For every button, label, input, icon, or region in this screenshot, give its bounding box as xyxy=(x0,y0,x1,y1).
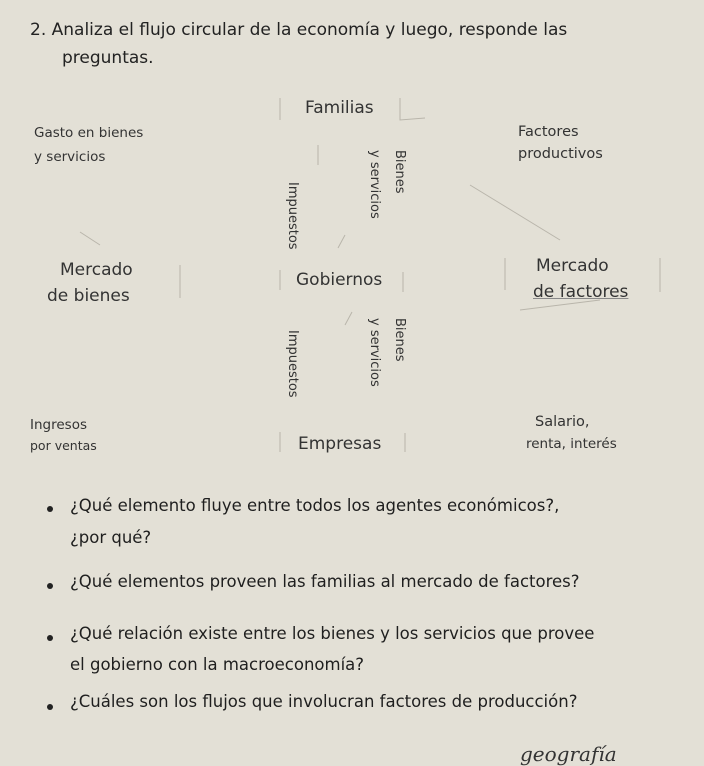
label-ingresos-line2: por ventas xyxy=(30,438,97,453)
label-ingresos-line1: Ingresos xyxy=(30,417,87,433)
question-1-line1: ¿Qué elemento fluye entre todos los agentes económicos?, xyxy=(70,496,560,515)
node-gobiernos: Gobiernos xyxy=(296,270,383,290)
label-bienes-top-a: Bienes xyxy=(392,150,407,194)
label-impuestos-bottom: Impuestos xyxy=(285,330,300,398)
label-factores-line2: productivos xyxy=(518,146,603,162)
label-bienes-top-b: y servicios xyxy=(367,150,382,219)
label-salario-line1: Salario, xyxy=(535,414,590,430)
bullet xyxy=(47,506,53,512)
instruction-line-2: preguntas. xyxy=(62,48,154,68)
node-mercado-bienes-line1: Mercado xyxy=(60,260,133,280)
question-4-line1: ¿Cuáles son los flujos que involucran factores de producción? xyxy=(70,692,578,711)
label-bienes-bottom-b: y servicios xyxy=(367,318,382,387)
label-factores-line1: Factores xyxy=(518,124,579,140)
node-mercado-bienes-line2: de bienes xyxy=(47,286,130,306)
node-familias: Familias xyxy=(305,98,374,118)
label-gasto-line2: y servicios xyxy=(34,149,106,165)
label-salario-line2: renta, interés xyxy=(526,436,617,452)
activity-instruction xyxy=(30,18,567,42)
question-2-line1: ¿Qué elementos proveen las familias al mercado de factores? xyxy=(70,572,580,591)
bullet xyxy=(47,704,53,710)
question-3-line1: ¿Qué relación existe entre los bienes y los servicios que provee xyxy=(70,624,595,643)
label-gasto-line1: Gasto en bienes xyxy=(34,125,144,141)
node-mercado-factores-line2: de factores xyxy=(533,282,629,302)
bullet xyxy=(47,635,53,641)
question-1-line2: ¿por qué? xyxy=(70,528,152,547)
node-mercado-factores-line1: Mercado xyxy=(536,256,609,276)
page-edge-fragment: geografía xyxy=(520,742,617,766)
instruction-line-1: Analiza el flujo circular de la economía y luego, responde las xyxy=(51,20,568,40)
bullet xyxy=(47,583,53,589)
question-3-line2: el gobierno con la macroeconomía? xyxy=(70,655,365,674)
label-impuestos-top: Impuestos xyxy=(285,182,300,250)
activity-number: 2. xyxy=(30,20,47,40)
label-bienes-bottom-a: Bienes xyxy=(392,318,407,362)
node-empresas: Empresas xyxy=(298,434,382,454)
